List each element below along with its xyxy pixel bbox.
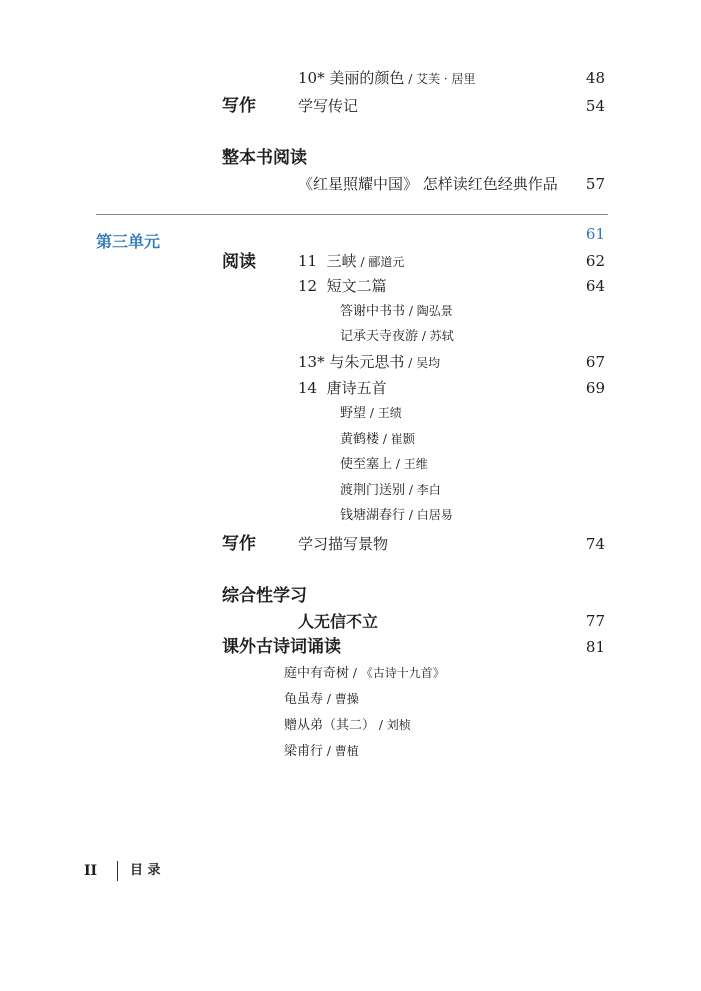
toc-extra-3[interactable] bbox=[284, 719, 411, 732]
footer-label: 目 录 bbox=[130, 863, 161, 878]
item-title: 黄鹤楼 bbox=[340, 432, 380, 447]
page-number: 67 bbox=[585, 353, 605, 371]
toc-extra-4[interactable] bbox=[284, 745, 359, 758]
item-author: / 艾芙 · 居里 bbox=[404, 72, 476, 86]
page-number: 62 bbox=[585, 252, 605, 270]
item-number: 10* bbox=[298, 69, 325, 87]
item-title: 赠从弟（其二） bbox=[284, 718, 376, 733]
unit-3-label[interactable]: 第三单元 bbox=[96, 232, 161, 251]
item-title: 短文二篇 bbox=[326, 277, 387, 295]
toc-item-writing-scenery[interactable]: 学习描写景物 bbox=[298, 535, 389, 553]
item-title: 答谢中书书 bbox=[340, 304, 406, 319]
item-author: / 陶弘景 bbox=[405, 304, 453, 318]
toc-extra-2[interactable] bbox=[284, 693, 359, 706]
toc-subitem-12b[interactable] bbox=[340, 330, 454, 343]
section-label-writing: 写作 bbox=[222, 96, 256, 116]
toc-item-12[interactable] bbox=[298, 279, 387, 294]
item-number: 13* bbox=[298, 353, 325, 371]
footer-divider bbox=[117, 861, 118, 881]
item-title: 钱塘湖春行 bbox=[340, 508, 406, 523]
item-title: 梁甫行 bbox=[284, 744, 324, 759]
item-author: / 王维 bbox=[392, 457, 428, 471]
item-title: 野望 bbox=[340, 406, 367, 421]
item-author: / 吴均 bbox=[404, 356, 441, 370]
page-number: 54 bbox=[585, 97, 605, 115]
toc-item-integrity[interactable]: 人无信不立 bbox=[298, 612, 379, 631]
section-label-writing: 写作 bbox=[222, 534, 256, 554]
item-title: 唐诗五首 bbox=[326, 379, 387, 397]
item-author: / 崔颢 bbox=[379, 432, 415, 446]
toc-extra-1[interactable] bbox=[284, 667, 445, 680]
page-number: 69 bbox=[585, 379, 605, 397]
page-number: 64 bbox=[585, 277, 605, 295]
toc-item-14[interactable] bbox=[298, 381, 387, 396]
unit-3-page: 61 bbox=[585, 225, 605, 243]
toc-item-13[interactable] bbox=[298, 355, 440, 370]
toc-item-writing-biography[interactable]: 学写传记 bbox=[298, 97, 359, 115]
section-heading-whole-book-reading: 整本书阅读 bbox=[222, 148, 307, 168]
item-author: / 曹植 bbox=[323, 744, 359, 758]
item-number: 11 bbox=[298, 252, 318, 270]
item-number: 12 bbox=[298, 277, 318, 295]
item-author: / 郦道元 bbox=[356, 255, 405, 269]
page-number: 81 bbox=[585, 638, 605, 656]
toc-poem-5[interactable] bbox=[340, 509, 453, 522]
toc-item-11[interactable] bbox=[298, 254, 404, 269]
section-label-reading: 阅读 bbox=[222, 252, 256, 272]
page-number: 48 bbox=[585, 69, 605, 87]
section-heading-extra-poems[interactable]: 课外古诗词诵读 bbox=[222, 637, 341, 657]
item-title: 龟虽寿 bbox=[284, 692, 324, 707]
toc-poem-4[interactable] bbox=[340, 484, 441, 497]
unit-divider bbox=[96, 214, 608, 215]
toc-item-red-star[interactable]: 《红星照耀中国》 怎样读红色经典作品 bbox=[298, 175, 558, 193]
item-title: 与朱元思书 bbox=[329, 353, 405, 371]
section-heading-comprehensive: 综合性学习 bbox=[222, 586, 307, 606]
toc-poem-2[interactable] bbox=[340, 433, 415, 446]
toc-poem-3[interactable] bbox=[340, 458, 428, 471]
page-number: 57 bbox=[585, 175, 605, 193]
item-title: 美丽的颜色 bbox=[329, 69, 405, 87]
item-number: 14 bbox=[298, 379, 318, 397]
page-number: 74 bbox=[585, 535, 605, 553]
item-title: 记承天寺夜游 bbox=[340, 329, 419, 344]
item-author: / 《古诗十九首》 bbox=[349, 666, 445, 680]
footer-page-number: II bbox=[84, 863, 98, 879]
item-title: 三峡 bbox=[326, 252, 357, 270]
item-author: / 刘桢 bbox=[375, 718, 411, 732]
item-author: / 李白 bbox=[405, 483, 441, 497]
item-title: 渡荆门送别 bbox=[340, 483, 406, 498]
item-title: 使至塞上 bbox=[340, 457, 393, 472]
toc-poem-1[interactable] bbox=[340, 407, 402, 420]
item-author: / 白居易 bbox=[405, 508, 453, 522]
item-author: / 曹操 bbox=[323, 692, 359, 706]
toc-item-10[interactable] bbox=[298, 71, 476, 86]
item-author: / 王绩 bbox=[366, 406, 402, 420]
page-number: 77 bbox=[585, 612, 605, 630]
item-title: 庭中有奇树 bbox=[284, 666, 350, 681]
toc-subitem-12a[interactable] bbox=[340, 305, 453, 318]
item-author: / 苏轼 bbox=[418, 329, 454, 343]
